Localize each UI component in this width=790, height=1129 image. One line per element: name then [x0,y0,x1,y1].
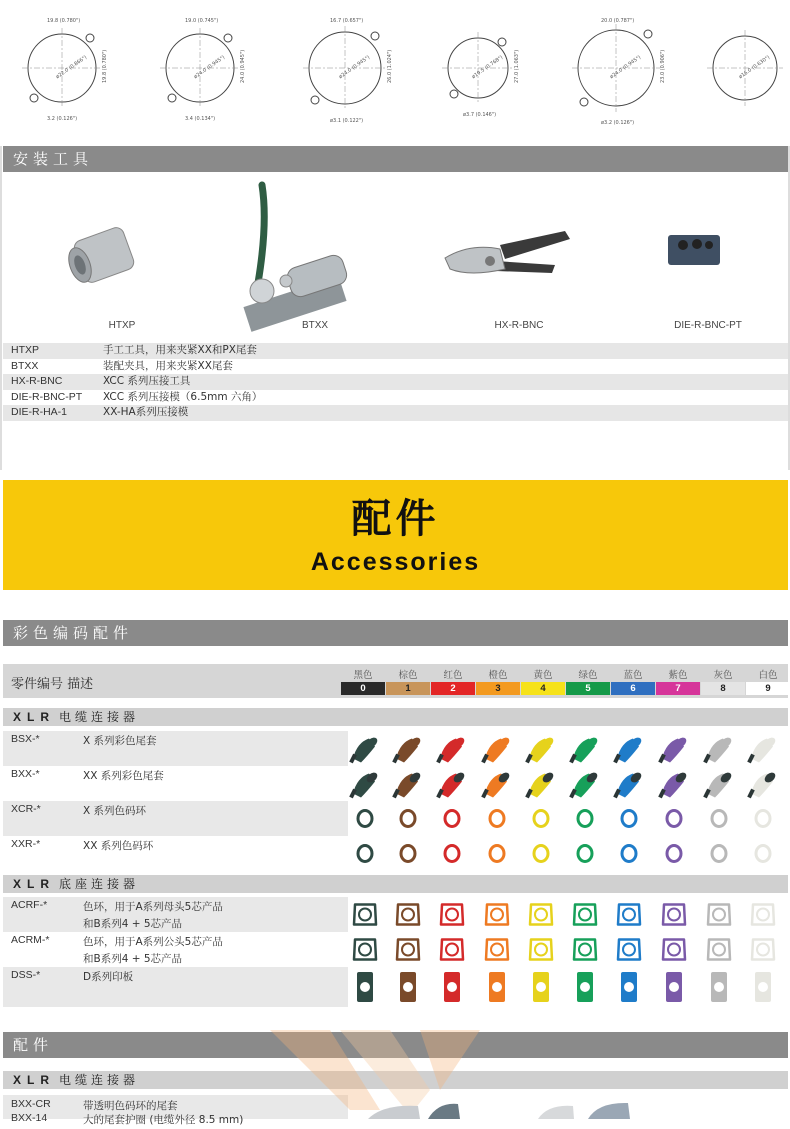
dim-diameter: ø16.0 (0.630") [737,54,772,81]
color-variant-icon [749,736,777,763]
color-name: 紫色 [668,670,688,681]
group-title: 电缆连接器 [59,1073,140,1087]
part-desc: XX 系列彩色尾套 [83,770,164,782]
part-code: BXX-14 [11,1112,48,1124]
part-code: BXX-* [11,768,40,780]
part-code: XXR-* [11,838,41,850]
color-name: 红色 [443,670,463,681]
xlr-label: XLR [13,1073,55,1087]
color-variant-images [348,967,788,1007]
part-row [3,932,348,967]
dim-diameter: ø19.5 (0.768") [470,54,505,81]
table-row [3,374,788,390]
color-variant-icon [666,972,682,1002]
xlr-label: XLR [13,877,55,891]
color-variant-icon [618,905,640,925]
color-number: 4 [521,682,565,695]
dim-diameter: ø22.0 (0.866") [54,54,89,81]
dim-height: 24.0 (0.945") [240,49,246,83]
color-variant-icon [486,905,508,925]
color-variant-icon [667,811,681,827]
color-variant-icon [483,736,511,763]
color-variant-icon [574,905,596,925]
color-number: 9 [746,682,790,695]
dim-height: 23.0 (0.906") [660,49,666,83]
acc-product-images [348,1098,788,1119]
cutout-drawing [303,18,393,124]
dim-width: 16.7 (0.657") [330,18,364,24]
part-desc: X 系列彩色尾套 [83,735,157,747]
column-header-label: 零件编号 描述 [11,677,94,692]
color-variant-icon [490,811,504,827]
tool-code: HX-R-BNC [11,375,63,387]
color-variant-icon [660,736,688,763]
color-variant-icon [752,940,774,960]
color-variant-icon [660,771,688,798]
color-variant-icon [755,972,771,1002]
color-variant-icon [351,736,379,763]
color-variant-icon [444,972,460,1002]
color-number: 8 [701,682,745,695]
color-variant-icon [401,811,415,827]
tool-desc: 装配夹具，用来夹紧XX尾套 [103,359,233,372]
color-swatch [341,669,385,695]
dim-diameter: ø24.0 (0.945") [608,54,643,81]
color-variant-images [348,731,788,766]
color-variant-icon [756,846,770,862]
part-code: ACRM-* [11,934,50,946]
tool-caption-btxx: BTXX [301,320,329,331]
cutout-drawing [707,30,783,106]
color-name: 黄色 [533,670,553,681]
color-variant-icon [357,972,373,1002]
tool-desc: XX-HA系列压接模 [103,406,189,418]
color-variant-icon [577,972,593,1002]
part-desc: X 系列色码环 [83,805,147,817]
tools-table [3,343,788,421]
accessories-section-title: 配件 [3,1032,788,1058]
color-variant-icon [397,940,419,960]
htxp-tool-image [64,225,136,285]
color-variant-images [348,932,788,967]
color-variant-icon [445,846,459,862]
bxx-cr-image [428,1104,460,1119]
color-variant-icon [527,736,555,763]
dim-bottom: ø3.2 (0.126") [601,120,635,126]
color-variant-icon [401,846,415,862]
color-number: 6 [611,682,655,695]
color-variant-icon [756,811,770,827]
dim-diameter: ø24.0 (0.945") [192,54,227,81]
btxx-tool-image [243,185,349,332]
dim-bottom: 3.4 (0.134") [185,116,216,122]
color-variant-icon [663,940,685,960]
tool-code: DIE-R-BNC-PT [11,390,83,403]
dim-height: 19.8 (0.780") [102,49,108,83]
color-variant-icon [618,940,640,960]
color-name: 橙色 [488,670,508,681]
color-variant-icon [578,811,592,827]
dim-diameter: ø24.0 (0.945") [337,54,372,81]
color-variant-icon [578,846,592,862]
part-desc: XX 系列色码环 [83,840,154,852]
color-number: 3 [476,682,520,695]
color-number: 0 [341,682,385,695]
hx-r-bnc-tool-image [445,231,570,273]
tool-code: HTXP [11,344,40,356]
tool-desc: XCC 系列压接工具 [103,375,191,387]
part-code: BSX-* [11,733,40,745]
color-variant-icon [705,771,733,798]
color-variant-icon [397,905,419,925]
chassis-group-title [3,875,788,893]
color-variant-images [348,897,788,932]
part-row [3,836,348,871]
color-variant-icon [489,972,505,1002]
part-code: BXX-CR [11,1098,51,1110]
tool-code: DIE-R-HA-1 [11,406,68,418]
color-section-title: 彩色编码配件 [3,620,788,646]
color-number: 7 [656,682,700,695]
color-variant-icon [752,905,774,925]
color-variant-icon [712,846,726,862]
cutout-drawing [572,18,666,126]
color-variant-icon [441,905,463,925]
banner-title-en: Accessories [310,548,481,576]
color-variant-icon [712,811,726,827]
tool-desc: 手工工具，用来夹紧XX和PX尾套 [103,344,257,356]
color-name: 绿色 [578,670,598,681]
color-code-header [3,664,788,698]
color-number: 1 [386,682,430,695]
tool-desc: XCC 系列压接模（6.5mm 六角） [103,390,263,403]
color-variant-icon [615,771,643,798]
color-swatch [521,669,565,695]
dim-width: 19.0 (0.745") [185,18,219,24]
part-code: DSS-* [11,969,41,981]
tool-caption-htxp: HTXP [108,320,136,331]
part-desc: 大的尾套护圈 (电缆外径 8.5 mm) [83,1114,244,1126]
color-swatch [566,669,610,695]
color-variant-icon [705,736,733,763]
color-swatch [431,669,475,695]
color-variant-icon [534,811,548,827]
dim-width: 20.0 (0.787") [601,18,635,24]
group-title: 底座连接器 [59,877,140,891]
part-desc: 色环，用于A系列公头5芯产品 和B系列4 + 5芯产品 [83,936,223,965]
tools-images [0,173,790,343]
color-number: 5 [566,682,610,695]
banner-title-cn: 配件 [351,496,440,542]
color-variant-icon [711,972,727,1002]
color-swatch [476,669,520,695]
part-code: ACRF-* [11,899,48,911]
color-swatch [746,669,790,695]
color-variant-icon [358,846,372,862]
color-variant-icon [486,940,508,960]
color-variant-images [348,801,788,836]
tools-illustration [0,173,790,323]
bxx-cr-image [368,1106,420,1119]
color-variant-icon [533,972,549,1002]
color-variant-icon [708,905,730,925]
color-swatch [656,669,700,695]
color-variant-icon [354,905,376,925]
part-row [3,897,348,932]
color-variant-icon [438,736,466,763]
color-variant-icon [663,905,685,925]
color-variant-icon [438,771,466,798]
color-variant-images [348,766,788,801]
part-desc: 带透明色码环的尾套 [83,1100,178,1112]
color-variant-icon [400,972,416,1002]
color-variant-icon [394,736,422,763]
dim-width: 19.8 (0.780") [47,18,81,24]
color-name: 黑色 [353,670,373,681]
group-title: 电缆连接器 [59,710,140,724]
die-tool-image [668,235,720,265]
color-variant-icon [527,771,555,798]
color-name: 灰色 [713,670,733,681]
color-variant-icon [621,972,637,1002]
color-variant-icon [358,811,372,827]
color-variant-icon [571,771,599,798]
part-desc: D系列印板 [83,971,134,983]
tool-caption-die-r-bnc-pt: DIE-R-BNC-PT [674,320,742,331]
color-variant-icon [490,846,504,862]
dim-bottom: ø3.1 (0.122") [330,118,364,124]
accessories-banner [3,480,788,590]
part-row [3,731,348,766]
cutout-drawing [442,32,520,118]
dim-height: 27.0 (1.063") [514,49,520,83]
tool-code: BTXX [11,359,39,372]
color-name: 棕色 [398,670,418,681]
dim-bottom: 3.2 (0.126") [47,116,78,122]
part-row [3,766,348,801]
color-swatch [701,669,745,695]
color-variant-icon [708,940,730,960]
table-row [3,405,788,421]
cable-group-title [3,708,788,726]
color-variant-icon [571,736,599,763]
part-desc: 色环，用于A系列母头5芯产品 和B系列4 + 5芯产品 [83,901,223,930]
color-name: 蓝色 [623,670,643,681]
color-variant-images [348,836,788,871]
part-row [3,801,348,836]
color-variant-icon [574,940,596,960]
color-variant-icon [394,771,422,798]
dim-bottom: ø3.7 (0.146") [463,112,497,118]
color-name: 白色 [758,670,778,681]
part-row [3,967,348,1007]
color-variant-icon [667,846,681,862]
tool-caption-hx-r-bnc: HX-R-BNC [494,320,544,331]
color-variant-icon [483,771,511,798]
color-variant-icon [622,811,636,827]
dim-height: 26.0 (1.024") [387,49,393,83]
color-variant-icon [530,940,552,960]
color-variant-icon [445,811,459,827]
table-row [3,390,788,406]
table-row [3,343,788,359]
color-variant-icon [615,736,643,763]
color-swatch [611,669,655,695]
panel-cutout-drawings [0,0,790,146]
color-variant-icon [530,905,552,925]
color-variant-icon [441,940,463,960]
bxx-14-image [588,1103,630,1119]
xlr-label: XLR [13,710,55,724]
color-variant-icon [351,771,379,798]
table-row [3,359,788,375]
bxx-14-image [538,1106,574,1119]
cutout-drawing [160,18,246,122]
cutout-drawing-svg [0,0,790,140]
tools-section-title: 安装工具 [3,146,788,172]
color-variant-icon [354,940,376,960]
color-variant-icon [749,771,777,798]
color-number: 2 [431,682,475,695]
color-variant-icon [534,846,548,862]
part-code: XCR-* [11,803,41,815]
color-swatch [386,669,430,695]
color-variant-icon [622,846,636,862]
cutout-drawing [22,18,108,122]
